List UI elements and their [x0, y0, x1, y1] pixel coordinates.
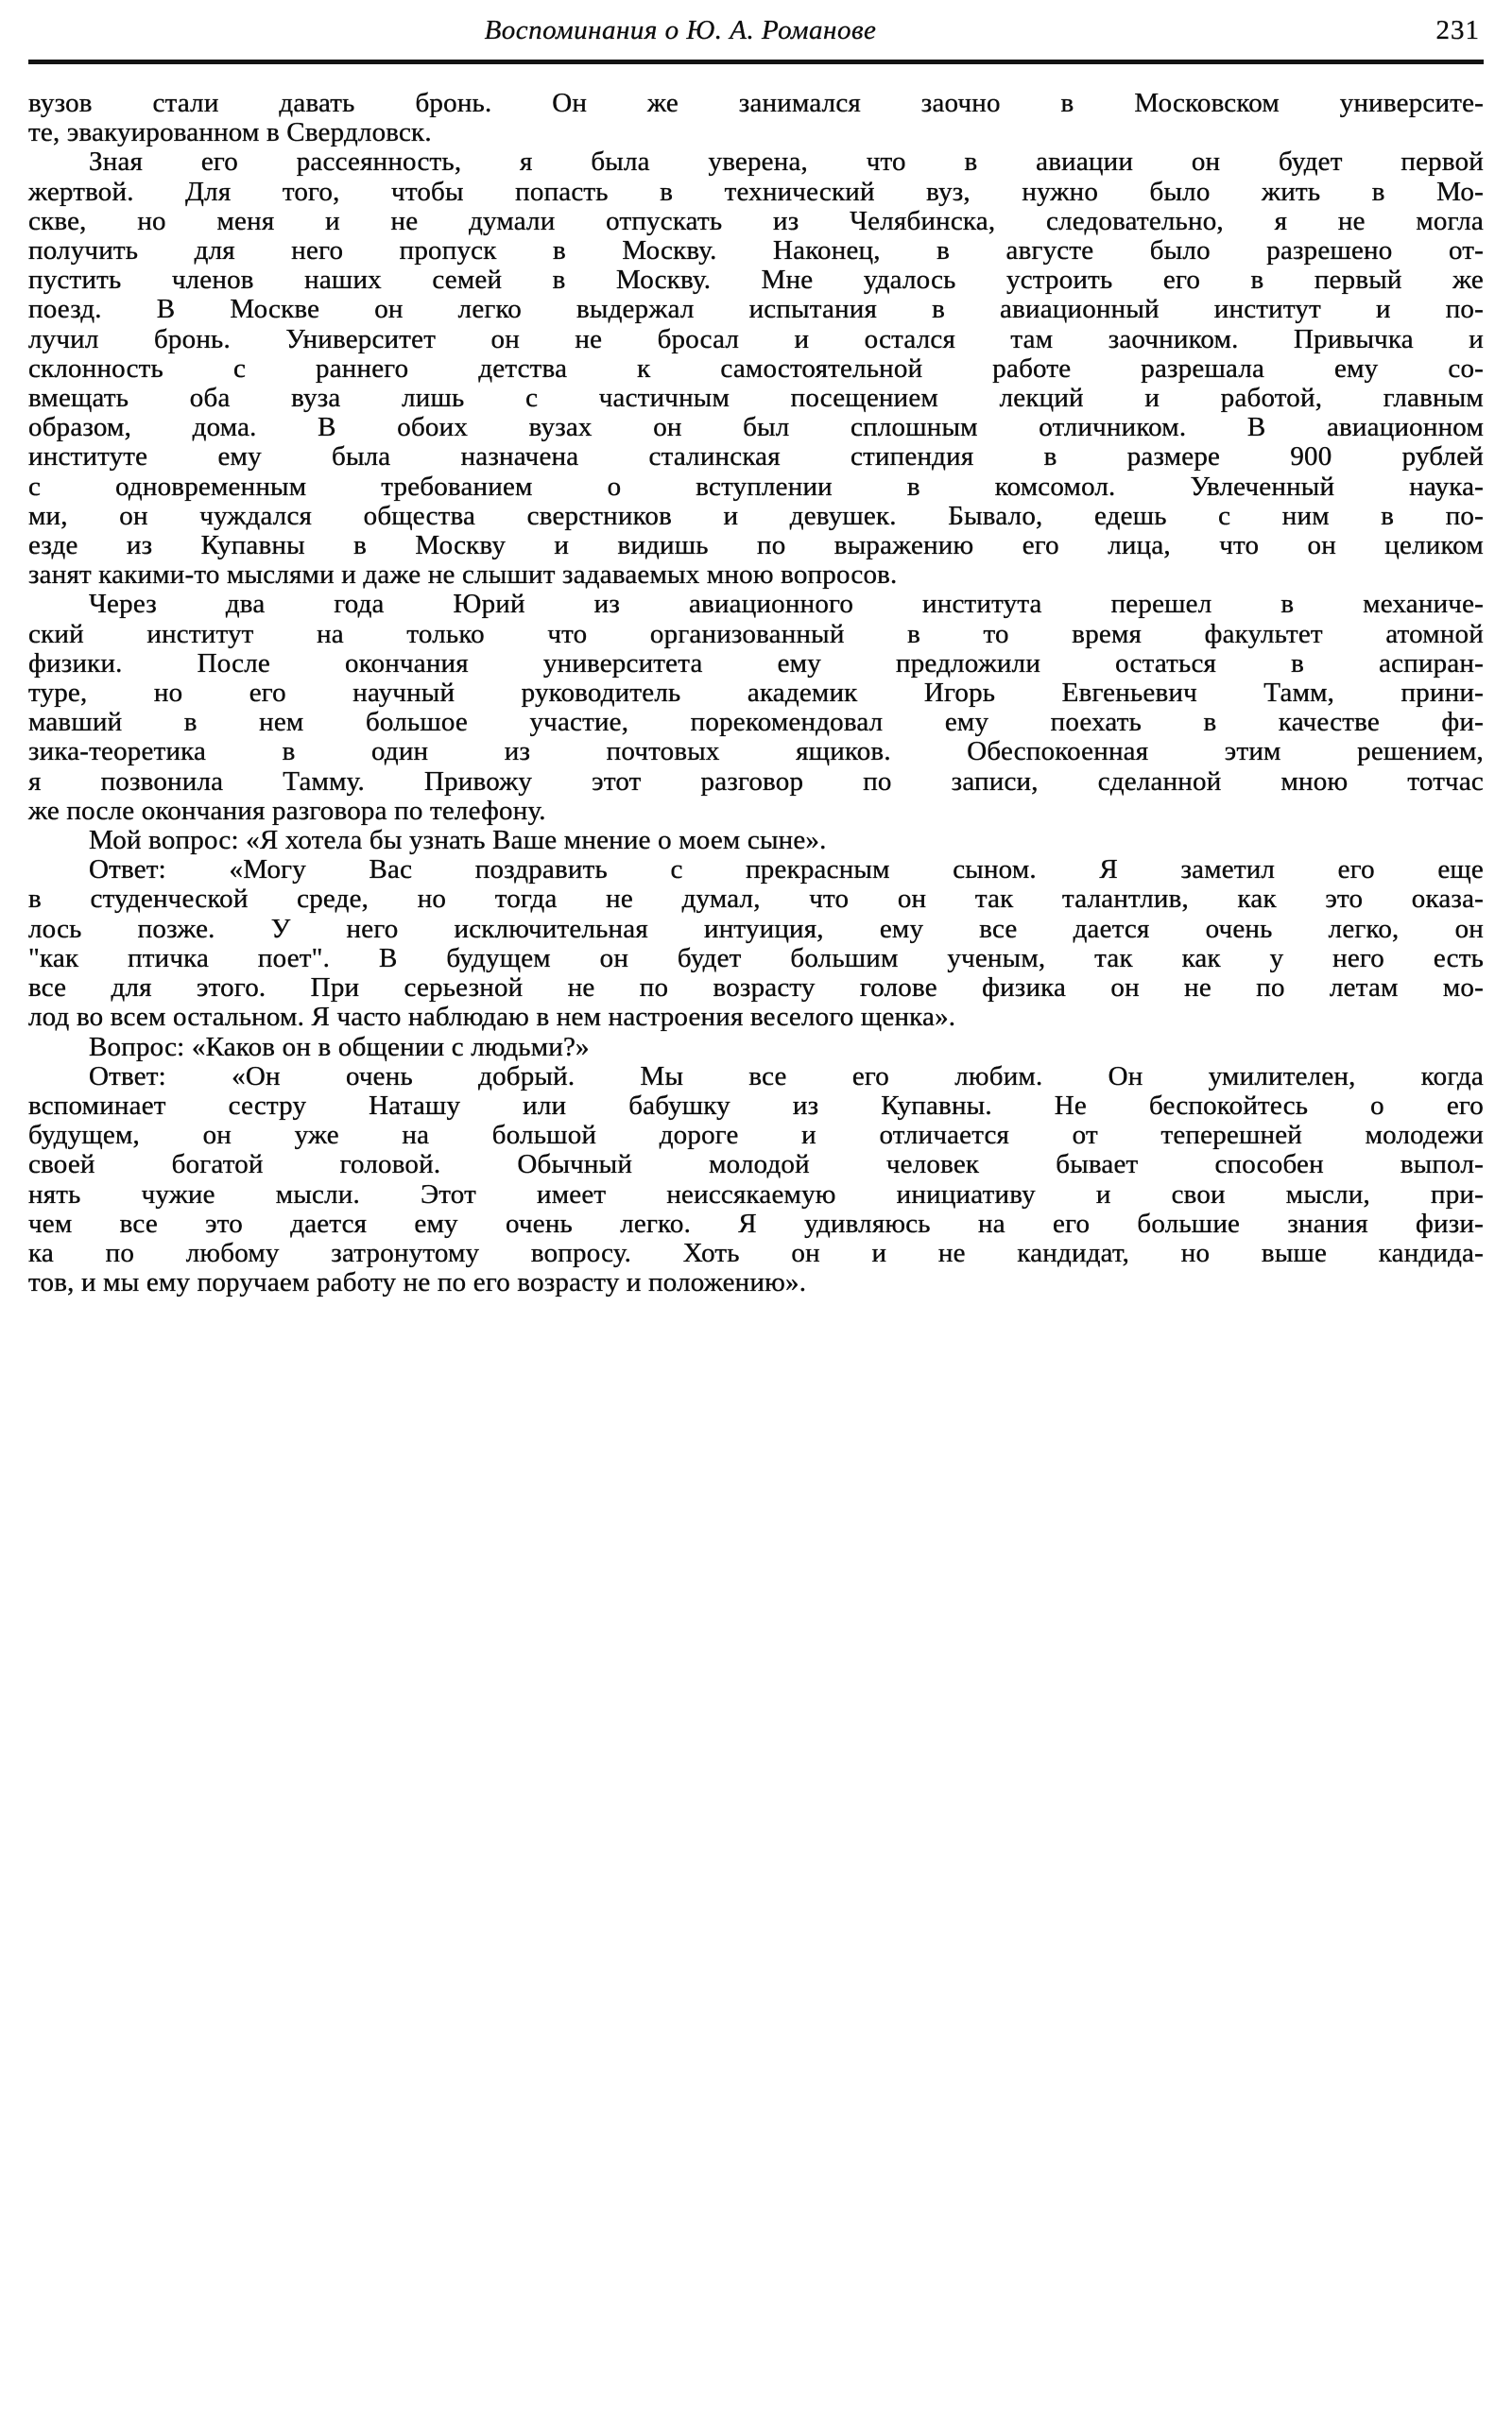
running-head-title: Воспоминания о Ю. А. Романове [484, 15, 877, 45]
text-line: зика-теоретика в один из почтовых ящиков. Обеспокоенная этим решением, [28, 736, 1484, 767]
text-line: Ответ: «Могу Вас поздравить с прекрасным сыном. Я заметил его еще [89, 854, 1484, 885]
text-line: будущем, он уже на большой дороге и отличается от теперешней молодежи [28, 1120, 1484, 1151]
paragraph [28, 590, 1484, 826]
paragraph [28, 1062, 1484, 1298]
text-line: езде из Купавны в Москву и видишь по выражению его лица, что он целиком [28, 530, 1484, 561]
text-line: вспоминает сестру Наташу или бабушку из Купавны. Не беспокойтесь о его [28, 1090, 1484, 1121]
paragraph [28, 855, 1484, 1032]
text-line: лод во всем остальном. Я часто наблюдаю в нем настроения веселого щенка». [28, 1002, 956, 1033]
text-line: занят какими-то мыслями и даже не слышит задаваемых мною вопросов. [28, 559, 898, 591]
text-line: получить для него пропуск в Москву. Наконец, в августе было разрешено от- [28, 235, 1484, 266]
text-line: ка по любому затронутому вопросу. Хоть он и не кандидат, но выше кандида- [28, 1237, 1484, 1268]
text-line: ми, он чуждался общества сверстников и девушек. Бывало, едешь с ним в по- [28, 500, 1484, 531]
text-line: поезд. В Москве он легко выдержал испытания в авиационный институт и по- [28, 294, 1484, 325]
paragraph [28, 147, 1484, 590]
text-line: Мой вопрос: «Я хотела бы узнать Ваше мнение о моем сыне». [89, 825, 827, 856]
text-line: институте ему была назначена сталинская стипендия в размере 900 рублей [28, 441, 1484, 472]
text-line: лось позже. У него исключительная интуиция, ему все дается очень легко, он [28, 913, 1484, 944]
text-line: своей богатой головой. Обычный молодой человек бывает способен выпол- [28, 1149, 1484, 1180]
text-line: же после окончания разговора по телефону. [28, 795, 546, 826]
text-line: нять чужие мысли. Этот имеет неиссякаемую инициативу и свои мысли, при- [28, 1178, 1484, 1210]
text-line: ский институт на только что организованный в то время факультет атомной [28, 618, 1484, 649]
text-line: Через два года Юрий из авиационного института перешел в механиче- [89, 589, 1484, 620]
text-line: мавший в нем большое участие, порекомендовал ему поехать в качестве фи- [28, 707, 1484, 738]
text-line: Ответ: «Он очень добрый. Мы все его любим. Он умилителен, когда [89, 1060, 1484, 1091]
text-line: образом, дома. В обоих вузах он был сплошным отличником. В авиационном [28, 412, 1484, 443]
paragraph [28, 826, 1484, 855]
text-line: все для этого. При серьезной не по возрасту голове физика он не по летам мо- [28, 972, 1484, 1004]
text-line: вузов стали давать бронь. Он же занимался заочно в Московском университе- [28, 88, 1484, 118]
text-line: с одновременным требованием о вступлении в комсомол. Увлеченный наука- [28, 471, 1484, 502]
page-number: 231 [1435, 15, 1480, 45]
page-header [28, 15, 1484, 55]
paragraph [28, 1033, 1484, 1062]
text-line: "как птичка поет". В будущем он будет большим ученым, так как у него есть [28, 942, 1484, 973]
text-line: склонность с раннего детства к самостоятельной работе разрешала ему со- [28, 352, 1484, 384]
header-rule [28, 60, 1484, 64]
text-line: лучил бронь. Университет он не бросал и остался там заочником. Привычка и [28, 323, 1484, 354]
text-line: туре, но его научный руководитель академик Игорь Евгеньевич Тамм, прини- [28, 678, 1484, 709]
text-line: физики. После окончания университета ему предложили остаться в аспиран- [28, 647, 1484, 679]
text-line: чем все это дается ему очень легко. Я удивляюсь на его большие знания физи- [28, 1208, 1484, 1239]
text-line: я позвонила Тамму. Привожу этот разговор по записи, сделанной мною тотчас [28, 765, 1484, 797]
text-line: вмещать оба вуза лишь с частичным посещением лекций и работой, главным [28, 383, 1484, 414]
text-line: жертвой. Для того, чтобы попасть в технический вуз, нужно было жить в Мо- [28, 176, 1484, 207]
paragraph [28, 89, 1484, 147]
text-line: в студенческой среде, но тогда не думал, что он так талантлив, как это оказа- [28, 884, 1484, 915]
text-line: те, эвакуированном в Свердловск. [28, 117, 432, 148]
text-line: пустить членов наших семей в Москву. Мне удалось устроить его в первый же [28, 265, 1484, 296]
text-line: тов, и мы ему поручаем работу не по его возрасту и положению». [28, 1267, 807, 1298]
text-line: Вопрос: «Каков он в общении с людьми?» [89, 1031, 590, 1062]
text-line: Зная его рассеянность, я была уверена, что в авиации он будет первой [89, 146, 1484, 178]
text-line: скве, но меня и не думали отпускать из Челябинска, следовательно, я не могла [28, 205, 1484, 236]
text-body [28, 89, 1484, 1297]
